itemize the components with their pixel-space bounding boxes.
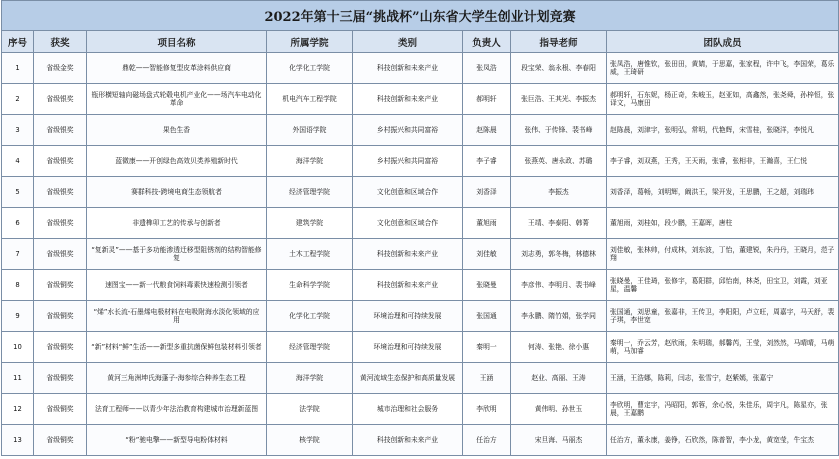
cell-award: 省级银奖 [34,177,87,208]
cell-leader: 张凤浩 [463,53,511,84]
cell-no: 8 [2,270,34,301]
cell-category: 环境治理和可持续发展 [353,301,463,332]
cell-leader: 张晓曼 [463,270,511,301]
cell-leader: 刘香泽 [463,177,511,208]
cell-award: 省级银奖 [34,115,87,146]
cell-leader: 董旭雨 [463,208,511,239]
cell-advisors: 李振杰 [511,177,607,208]
cell-members: 赵陈晨，刘津宇，张明弘，常明，代艳辉，宋雪桂，张晓洋，李悦凡 [607,115,839,146]
cell-award: 省级金奖 [34,53,87,84]
cell-college: 生命科学学院 [267,270,353,301]
cell-advisors: 李彦伟、李明月、裴书峰 [511,270,607,301]
cell-no: 12 [2,394,34,425]
award-table [1,0,839,456]
cell-award: 省级铜奖 [34,332,87,363]
header-leader: 负责人 [463,31,511,53]
cell-members: 张国通，刘思童，张嘉非，王传卫，李阳阳，卢立旺，周嘉宇，马天舒，裴子琪，李世宽 [607,301,839,332]
cell-leader: 秦明一 [463,332,511,363]
cell-leader: 李欣明 [463,394,511,425]
cell-project: “粉”驰电擎——新型导电粉体材料 [87,425,267,456]
cell-project: 法育工程师——以青少年法治教育构建城市治理新蓝图 [87,394,267,425]
cell-project: 蓝微康——开创绿色高效贝类养殖新时代 [87,146,267,177]
cell-category: 科技创新和未来产业 [353,425,463,456]
header-college: 所属学院 [267,31,353,53]
cell-members: 王涵，王浩娜，陈莉，闫志，张雪宁，赵紫嫣，张嘉宁 [607,363,839,394]
cell-award: 省级铜奖 [34,301,87,332]
cell-project: “烯”水长流-石墨烯电极材料在电吸附海水淡化领域的应用 [87,301,267,332]
cell-project: “复新灵”——基于多功能渗透迁移型阻锈剂的结构智能修复 [87,239,267,270]
table-row [2,394,839,425]
cell-leader: 郝明轩 [463,84,511,115]
cell-leader: 赵陈晨 [463,115,511,146]
cell-leader: 张国通 [463,301,511,332]
cell-advisors: 张巨浩、王其光、李振杰 [511,84,607,115]
cell-category: 科技创新和未来产业 [353,84,463,115]
cell-category: 科技创新和未来产业 [353,53,463,84]
cell-advisors: 黄伟明、孙世玉 [511,394,607,425]
title-row [2,1,839,31]
cell-leader: 王涵 [463,363,511,394]
cell-category: 环境治理和可持续发展 [353,332,463,363]
cell-leader: 刘佳敏 [463,239,511,270]
cell-no: 4 [2,146,34,177]
cell-project: 赛群科技-跨境电商生态领航者 [87,177,267,208]
cell-no: 10 [2,332,34,363]
table-row [2,425,839,456]
table-row [2,115,839,146]
cell-no: 7 [2,239,34,270]
table-row [2,208,839,239]
cell-category: 文化创意和区域合作 [353,177,463,208]
cell-award: 省级铜奖 [34,363,87,394]
table-row [2,270,839,301]
cell-advisors: 王靖、李泰阳、韩菁 [511,208,607,239]
cell-award: 省级银奖 [34,146,87,177]
cell-no: 1 [2,53,34,84]
cell-award: 省级银奖 [34,239,87,270]
cell-project: 果色生香 [87,115,267,146]
cell-advisors: 宋旦海、马丽杰 [511,425,607,456]
cell-members: 刘香泽，葛畅，刘明辉，阚洪王，梁开发，王思鹏，王之超，刘瑞玮 [607,177,839,208]
cell-members: 张晓曼，王佳琦，张修宇，葛阳群，邱怡南，林尧，田宝卫，刘霞，刘亚星，温馨 [607,270,839,301]
cell-project: 鼎乾——智能修复型皮革涂料供应商 [87,53,267,84]
cell-award: 省级铜奖 [34,394,87,425]
cell-members: 董旭雨，刘桂如，段少鹏，王嘉晖，唐柱 [607,208,839,239]
cell-advisors: 张伟、于传锋、裴书峰 [511,115,607,146]
cell-no: 11 [2,363,34,394]
cell-college: 经济管理学院 [267,332,353,363]
table-title: 2022年第十三届“挑战杯”山东省大学生创业计划竞赛 [2,1,839,31]
cell-no: 9 [2,301,34,332]
cell-college: 法学院 [267,394,353,425]
cell-members: 李欣明，曹定宇，冯昭阳，郭蓉，余心悦，朱佳乐，周宇凡，陈星亦，张晨，王嘉鹏 [607,394,839,425]
cell-college: 海洋学院 [267,146,353,177]
cell-no: 6 [2,208,34,239]
cell-leader: 任治方 [463,425,511,456]
cell-members: 张凤浩，唐惟钦，张田田，黄婧，于思嘉，张家程，许中飞，李国荣，葛乐威，王琦研 [607,53,839,84]
cell-leader: 李子睿 [463,146,511,177]
cell-no: 2 [2,84,34,115]
cell-project: 黄河三角洲坤氏海蓬子-海参综合种养生态工程 [87,363,267,394]
cell-members: 刘佳敏，张林帅，付成林，刘东波，丁怡，董建锐，朱丹丹，王晓月，范子翔 [607,239,839,270]
header-category: 类别 [353,31,463,53]
cell-award: 省级铜奖 [34,425,87,456]
cell-no: 13 [2,425,34,456]
table-row [2,363,839,394]
cell-award: 省级银奖 [34,84,87,115]
cell-members: 李子睿，刘双燕，王秀，王天雨，张睿，张相非，王瀚喜，王仁悦 [607,146,839,177]
cell-advisors: 张燕英、唐永政、苏璐 [511,146,607,177]
cell-category: 科技创新和未来产业 [353,270,463,301]
cell-project: 非遗榫卯工艺的传承与创新者 [87,208,267,239]
cell-college: 化学化工学院 [267,53,353,84]
table-row [2,53,839,84]
cell-members: 秦明一，乔云芳，赵欣雨，朱明瑞，郝馨芮，王莹，刘然然，马晴晴，马萌萌，马加睿 [607,332,839,363]
cell-category: 城市治理和社会服务 [353,394,463,425]
cell-college: 经济管理学院 [267,177,353,208]
cell-award: 省级银奖 [34,208,87,239]
header-advisors: 指导老师 [511,31,607,53]
table-row [2,84,839,115]
cell-advisors: 段宝荣、翁永根、李春阳 [511,53,607,84]
cell-advisors: 何涛、张艳、徐小惠 [511,332,607,363]
cell-project: 瓶形横短轴向磁场盘式轮毂电机产业化——场汽车电动化革命 [87,84,267,115]
cell-advisors: 李永鹏、隋竹娟，张学同 [511,301,607,332]
cell-college: 土木工程学院 [267,239,353,270]
header-no: 序号 [2,31,34,53]
header-award: 获奖 [34,31,87,53]
cell-advisors: 赵业、高丽、王涛 [511,363,607,394]
header-members: 团队成员 [607,31,839,53]
cell-award: 省级铜奖 [34,270,87,301]
cell-advisors: 刘志勇，郭冬梅，林德林 [511,239,607,270]
cell-college: 海洋学院 [267,363,353,394]
cell-category: 黄河流域生态保护和高质量发展 [353,363,463,394]
header-project: 项目名称 [87,31,267,53]
table-row [2,177,839,208]
cell-category: 乡村振兴和共同富裕 [353,146,463,177]
cell-no: 5 [2,177,34,208]
cell-category: 科技创新和未来产业 [353,239,463,270]
cell-members: 郝明轩，石东妮，杨正奇，朱峻玉，赵亚如，高鑫然，张尧舜，孙梓恒，张译文，马康田 [607,84,839,115]
table-row [2,332,839,363]
table-row [2,301,839,332]
cell-college: 机电汽车工程学院 [267,84,353,115]
cell-category: 乡村振兴和共同富裕 [353,115,463,146]
cell-project: “新”材料“鲜”生活——新型多重抗菌保鲜包装材料引领者 [87,332,267,363]
cell-college: 外国语学院 [267,115,353,146]
table-row [2,146,839,177]
cell-college: 核学院 [267,425,353,456]
cell-category: 文化创意和区域合作 [353,208,463,239]
header-row [2,31,839,53]
table-row [2,239,839,270]
cell-college: 化学化工学院 [267,301,353,332]
cell-members: 任治方，董永康，姜铮，石欣然，陈普智，李小龙，黄宽莹，牛宝杰 [607,425,839,456]
cell-college: 建筑学院 [267,208,353,239]
cell-no: 3 [2,115,34,146]
cell-project: 速图宝——新一代粮食饲料毒素快速检测引领者 [87,270,267,301]
